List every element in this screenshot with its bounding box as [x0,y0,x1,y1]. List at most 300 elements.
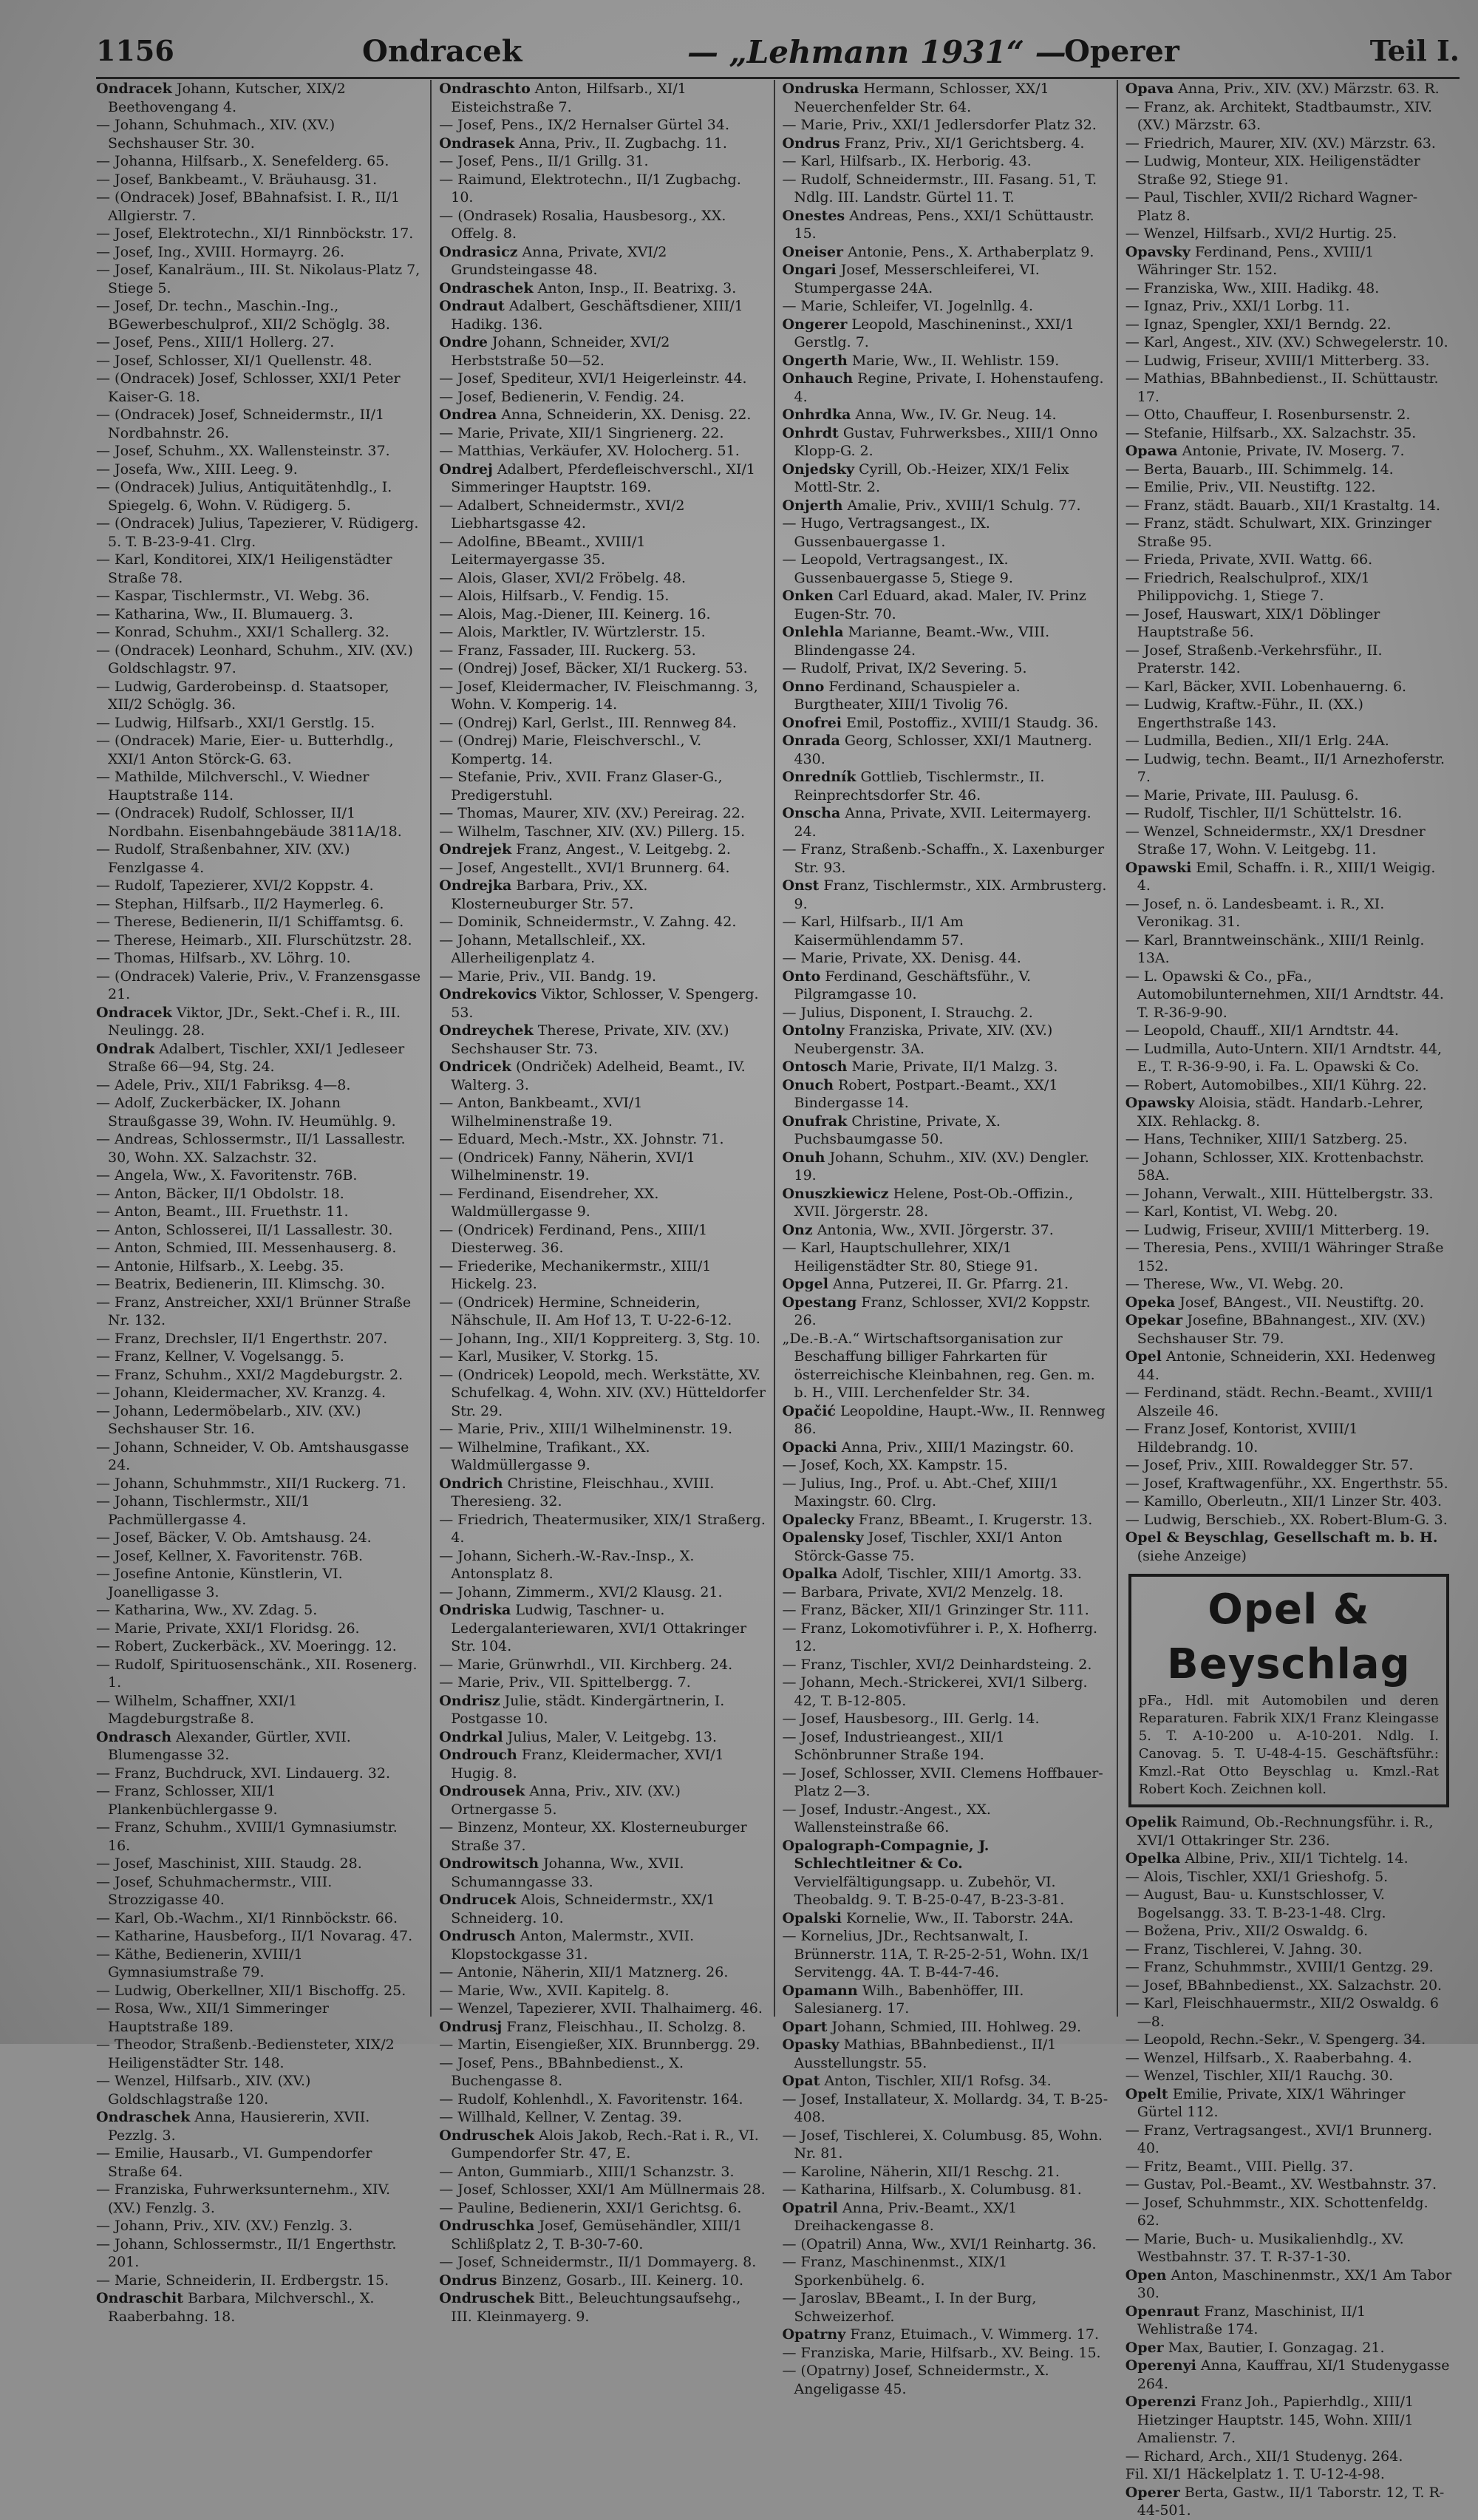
entry-details: — Johann, Kleidermacher, XV. Kranzg. 4. [96,1385,386,1401]
directory-entry [439,1257,766,1294]
directory-entry [96,152,423,171]
directory-entry [783,514,1109,551]
entry-details: — Karl, Kontist, VI. Webg. 20. [1125,1203,1338,1220]
entry-details: — Josef, Elektrotechn., XI/1 Rinnböckstr. 17. [96,225,414,242]
entry-details: — Rudolf, Straßenbahner, XIV. (XV.) Fenzlgasse 4. [96,841,350,876]
entry-details: — Wenzel, Schneidermstr., XX/1 Dresdner Straße 17, Wohn. V. Leitgebg. 11. [1125,823,1426,857]
directory-entry [783,352,1109,370]
directory-entry [96,189,423,225]
entry-surname: Open [1125,2266,1167,2283]
entry-details: — Josef, Industrieangest., XII/1 Schönbrunner Straße 194. [782,1728,1005,1763]
directory-entry [1125,1022,1452,1040]
entry-surname: Opawa [1125,443,1178,459]
entry-details: — Josef, Schuhmachermstr., VIII. Strozzigasse 40. [96,1873,333,1908]
entry-details: — Friedrich, Theatermusiker, XIX/1 Straßerg. 4. [439,1511,766,1546]
entry-details: — (Ondricek) Hermine, Schneiderin, Nähschule, II. Am Hof 13, T. U-22-6-12. [439,1294,732,1328]
directory-entry [783,207,1109,243]
directory-entry [783,497,1109,515]
directory-entry [439,1511,766,1547]
entry-surname: Ondraschek [439,279,534,296]
directory-entry [439,2199,766,2218]
entry-surname: Opawsky [1125,1095,1195,1111]
entry-details: — Marie, Priv., XXI/1 Jedlersdorfer Platz 32. [782,117,1097,133]
entry-details: — Ludwig, Berschieb., XX. Robert-Blum-G. 3. [1125,1511,1448,1528]
entry-details: — Therese, Bedienerin, II/1 Schiffamtsg. 6. [96,914,404,930]
entry-details: Carl Eduard, akad. Maler, IV. Prinz Eugen-Str. 70. [794,588,1086,622]
entry-details: — Marie, Schneiderin, II. Erdbergstr. 15. [96,2272,389,2289]
directory-entry [1125,189,1452,225]
entry-details: — Karoline, Näherin, XII/1 Reschg. 21. [782,2163,1060,2180]
directory-entry [439,587,766,605]
directory-entry [1125,1886,1452,1922]
directory-entry [1125,2158,1452,2176]
entry-details: — Wenzel, Tapezierer, XVII. Thalhaimerg. 46. [439,2000,763,2017]
entry-details: — Josef, Schlosser, XVII. Clemens Hoffbauer-Platz 2—3. [782,1765,1103,1799]
directory-entry [439,1583,766,1602]
entry-details: — Karl, Ob.-Wachm., XI/1 Rinnböckstr. 66. [96,1909,398,1926]
entry-surname: Ondrucek [439,1892,517,1908]
directory-entry [783,297,1109,316]
entry-details: Binzenz, Gosarb., III. Keinerg. 10. [501,2272,744,2289]
entry-details: — Franz, Maschinenmst., XIX/1 Sporkenbühelg. 6. [782,2254,1008,2289]
directory-entry [783,1294,1109,1330]
entry-surname: Ontosch [782,1059,848,1075]
directory-entry [1125,406,1452,424]
directory-entry [439,1728,766,1747]
directory-entry [439,406,766,424]
directory-entry [96,1565,423,1601]
entry-surname: Ondreychek [439,1022,534,1039]
entry-details: — Josef, Dr. techn., Maschin.-Ing., BGewerbeschulprof., XII/2 Schöglg. 38. [96,298,390,333]
directory-entry [783,732,1109,768]
entry-details: — L. Opawski & Co., pFa., Automobilunternehmen, XII/1 Arndtstr. 44. T. R-36-9-90. [1125,968,1444,1021]
entry-details: — Hans, Techniker, XIII/1 Satzberg. 25. [1125,1131,1408,1147]
directory-entry [783,1221,1109,1240]
directory-entry [1125,2339,1452,2357]
entry-surname: Onhrdka [782,407,851,423]
entry-details: Aloisia, städt. Handarb.-Lehrer, XIX. Rehlackg. 8. [1137,1095,1424,1130]
entry-surname: Opelka [1125,1850,1181,1867]
entry-details: — Ludwig, Friseur, XVIII/1 Mitterberg. 33. [1125,352,1430,369]
entry-surname: Ondrak [96,1040,155,1057]
entry-details: — Thomas, Maurer, XIV. (XV.) Pereirag. 22. [439,805,746,821]
entry-details: Josef, BAngest., VII. Neustiftg. 20. [1179,1294,1425,1311]
entry-details: — Anton, Gummiarb., XIII/1 Schanzstr. 3. [439,2163,735,2180]
entry-surname: Opavsky [1125,243,1191,260]
directory-entry [439,80,766,116]
directory-entry [1125,333,1452,352]
directory-entry [1125,1094,1452,1130]
entry-details: — Wilhelm, Schaffner, XXI/1 Magdeburgstraße 8. [96,1692,298,1727]
directory-entry [783,1185,1109,1221]
entry-details: — Franz, städt. Bauarb., XII/1 Krastaltg. 14. [1125,497,1441,514]
directory-entry [1125,1850,1452,1868]
directory-entry [1125,1456,1452,1475]
directory-entry [1125,1040,1452,1076]
entry-details: Anna, Schneiderin, XX. Denisg. 22. [501,407,752,423]
entry-details: — Josef, Tischlerei, X. Columbusg. 85, Wohn. Nr. 81. [782,2127,1103,2161]
directory-entry [1125,497,1452,515]
entry-details: — Käthe, Bedienerin, XVIII/1 Gymnasiumstraße 79. [96,1946,303,1980]
directory-entry [783,2344,1109,2363]
directory-entry [96,1094,423,1130]
directory-entry [783,316,1109,352]
directory-entry [439,1185,766,1221]
entry-details: — Adalbert, Schneidermstr., XVI/2 Liebhartsgasse 42. [439,497,685,531]
entry-details: Emil, Schaffn. i. R., XIII/1 Weigig. 4. [1137,859,1436,894]
entry-details: — Franz, Tischler, XVI/2 Deinhardsteing. 2. [782,1656,1092,1673]
entry-details: — Ludwig, Hilfsarb., XXI/1 Gerstlg. 15. [96,714,375,731]
directory-entry [783,1511,1109,1529]
directory-entry [439,1294,766,1330]
entry-details: — Josef, Pens., XIII/1 Hollerg. 27. [96,334,335,350]
directory-entry [1125,2266,1452,2303]
entry-details: — Richard, Arch., XII/1 Studenyg. 264. [1125,2448,1403,2465]
directory-entry [439,388,766,407]
directory-entry [96,1765,423,1783]
column-1 [96,80,430,2325]
entry-details: — Adele, Priv., XII/1 Fabriksg. 4—8. [96,1076,351,1093]
directory-entry [1125,605,1452,642]
directory-entry [96,1946,423,1982]
directory-entry [96,333,423,352]
entry-details: — Katharina, Hilfsarb., X. Columbusg. 81. [782,2181,1082,2198]
entry-surname: Ondricek [439,1059,511,1075]
directory-entry [783,1801,1109,1837]
entry-details: Hermann, Schlosser, XX/1 Neuerchenfelder Str. 64. [794,81,1049,115]
entry-details: Emil, Postoffiz., XVIII/1 Staudg. 36. [846,714,1099,731]
entry-details: Julius, Maler, V. Leitgebg. 13. [507,1728,717,1745]
directory-entry [783,2018,1109,2037]
entry-details: Franz, Fleischhau., II. Scholzg. 8. [506,2018,746,2035]
directory-entry [783,2091,1109,2127]
entry-details: Amalie, Priv., XVIII/1 Schulg. 77. [847,497,1081,514]
directory-entry [783,2253,1109,2289]
entry-details: — Friederike, Mechanikermstr., XIII/1 Hickelg. 23. [439,1257,712,1292]
entry-details: — (Ondrasek) Rosalia, Hausbesorg., XX. Offelg. 8. [439,207,726,242]
directory-entry [1125,1311,1452,1348]
directory-entry [439,1674,766,1692]
directory-entry [439,297,766,333]
directory-entry [1125,1922,1452,1940]
directory-entry [1125,678,1452,696]
entry-details: Andreas, Pens., XXI/1 Schüttaustr. 15. [794,207,1094,242]
entry-details: — Franz, Vertragsangest., XVI/1 Brunnerg. 40. [1125,2122,1433,2156]
entry-details: Berta, Gastw., II/1 Taborstr. 12, T. R-44-501. [1137,2484,1445,2519]
advertisement-box [1128,1574,1449,1807]
directory-entry [439,1330,766,1348]
entry-surname: Onhauch [782,370,854,387]
entry-details: — Rudolf, Spirituosenschänk., XII. Rosenerg. 1. [96,1656,418,1691]
entry-details: Raimund, Ob.-Rechnungsführ. i. R., XVI/1 Ottakringer Str. 236. [1137,1814,1434,1849]
directory-entry [439,1130,766,1149]
entry-details: — Anton, Schlosserei, II/1 Lassallestr. 30. [96,1221,393,1238]
entry-details: Johanna, Ww., XVII. Schumanngasse 33. [451,1855,684,1890]
directory-entry [1125,297,1452,316]
entry-details: — Marie, Private, XX. Denisg. 44. [782,950,1021,966]
directory-entry [96,1439,423,1475]
directory-entry [783,1402,1109,1439]
entry-details: — Ferdinand, städt. Rechn.-Beamt., XVIII/1 Alszeile 46. [1125,1385,1434,1419]
directory-entry [1125,2067,1452,2085]
directory-entry [439,1927,766,1963]
directory-entry [96,1076,423,1095]
directory-entry [96,1203,423,1221]
entry-details: — Franz, ak. Architekt, Stadtbaumstr., XIV. (XV.) Märzstr. 63. [1125,98,1432,133]
entry-details: — Julius, Ing., Prof. u. Abt.-Chef, XIII/1 Maxingstr. 60. Clrg. [782,1475,1059,1509]
entry-details: — Wenzel, Tischler, XII/1 Rauchg. 30. [1125,2068,1394,2084]
entry-surname: Operenzi [1125,2394,1196,2410]
entry-details: — (Opatrny) Josef, Schneidermstr., X. Angeligasse 45. [782,2363,1049,2397]
directory-entry [96,1620,423,1638]
directory-entry [783,1765,1109,1801]
directory-entry [439,678,766,714]
directory-entry [439,1348,766,1366]
directory-entry [1125,461,1452,479]
entry-details: Adalbert, Geschäftsdiener, XIII/1 Hadikg. 136. [451,298,743,333]
entry-details: Marie, Private, II/1 Malzg. 3. [851,1059,1058,1075]
entry-details: — Thomas, Hilfsarb., XV. Löhrg. 10. [96,950,351,966]
directory-entry [783,1601,1109,1620]
entry-details: — Stephan, Hilfsarb., II/2 Haymerleg. 6. [96,895,384,912]
entry-surname: Opart [782,2018,828,2035]
directory-entry [439,623,766,642]
directory-entry [96,1529,423,1547]
directory-entry [96,2181,423,2217]
entry-details: Barbara, Priv., XX. Klosterneuburger Str. 57. [451,877,648,912]
entry-details: Therese, Private, XIV. (XV.) Sechshauser Str. 73. [451,1022,729,1057]
directory-entry [96,1873,423,1909]
entry-details: — Johann, Ing., XII/1 Koppreiterg. 3, Stg. 10. [439,1330,760,1347]
entry-details: Fil. XI/1 Häckelplatz 1. T. U-12-4-98. [1125,2466,1385,2482]
entry-details: — Josef, Pens., BBahnbedienst., X. Buchengasse 8. [439,2054,684,2089]
directory-entry [1125,642,1452,678]
directory-entry [783,406,1109,424]
directory-entry [783,2199,1109,2235]
entry-details: — Rudolf, Privat, IX/2 Severing. 5. [782,660,1027,676]
directory-entry [96,605,423,624]
directory-entry [96,1927,423,1946]
directory-entry [1125,2357,1452,2393]
entry-details: Johann, Kutscher, XIX/2 Beethovengang 4. [108,81,346,115]
entry-details: — Adolfine, BBeamt., XVIII/1 Leitermayergasse 35. [439,533,646,568]
directory-entry [439,931,766,968]
entry-surname: Opalensky [782,1529,864,1546]
entry-details: Albine, Priv., XII/1 Tichtelg. 14. [1185,1850,1409,1867]
entry-details: — (Ondracek) Marie, Eier- u. Butterhdlg., XXI/1 Anton Störck-G. 63. [96,733,394,767]
directory-entry [783,1909,1109,1928]
entry-surname: Opestang [782,1294,857,1311]
directory-entry [439,840,766,859]
entry-details: — Anton, Beamt., III. Fruethstr. 11. [96,1203,349,1220]
entry-surname: Ongari [782,262,837,278]
directory-entry [96,2144,423,2181]
entry-details: — Eduard, Mech.-Mstr., XX. Johnstr. 71. [439,1131,724,1147]
directory-entry [439,1746,766,1782]
directory-entry [783,1710,1109,1728]
entry-surname: Ondrouch [439,1747,517,1763]
entry-details: — Stefanie, Priv., XVII. Franz Glaser-G., Predigerstuhl. [439,769,723,804]
entry-details: — Johann, Schneider, V. Ob. Amtshausgasse 24. [96,1439,409,1473]
directory-entry [439,1366,766,1421]
directory-entry [783,1149,1109,1185]
directory-entry [783,1456,1109,1475]
entry-details: Regine, Private, I. Hohenstaufeng. 4. [794,370,1104,405]
entry-details: — Marie, Priv., VII. Spittelbergg. 7. [439,1674,691,1691]
directory-entry [96,840,423,877]
entry-surname: Ondrejka [439,877,512,894]
entry-details: — Theresia, Pens., XVIII/1 Währinger Straße 152. [1125,1240,1444,1274]
entry-surname: Ondrusch [439,1928,516,1944]
entry-details: — Josef, Maschinist, XIII. Staudg. 28. [96,1855,362,1872]
entry-details: — Josef, Angestellt., XVI/1 Brunnerg. 64. [439,859,730,876]
directory-entry [783,2289,1109,2326]
entry-details: Franz, Schlosser, XVI/2 Koppstr. 26. [794,1294,1091,1328]
entry-details: Ludwig, Taschner- u. Ledergalanteriewaren, XVI/1 Ottakringer Str. 104. [451,1602,747,1654]
entry-details: — Josef, Bäcker, V. Ob. Amtshausg. 24. [96,1529,372,1546]
entry-details: — Ludwig, techn. Beamt., II/1 Arnezhoferstr. 7. [1125,750,1445,785]
entry-details: Alois Jakob, Rech.-Rat i. R., VI. Gumpendorfer Str. 47, E. [451,2127,759,2161]
directory-entry [439,1891,766,1927]
entry-surname: Ongerer [782,316,848,333]
directory-entry [96,1656,423,1692]
entry-details: — Gustav, Pol.-Beamt., XV. Westbahnstr. 37. [1125,2176,1437,2193]
entry-details: Anton, Tischler, XII/1 Rofsg. 34. [824,2073,1052,2089]
directory-entry [96,1475,423,1493]
directory-entry [96,2272,423,2290]
entry-details: — Kaspar, Tischlermstr., VI. Webg. 36. [96,588,370,604]
directory-entry [439,985,766,1022]
directory-entry [96,1130,423,1166]
directory-entry [439,207,766,243]
entry-details: — Karl, Branntweinschänk., XIII/1 Reinlg. 13A. [1125,931,1425,966]
entry-details: — (Ondracek) Rudolf, Schlosser, II/1 Nordbahn. Eisenbahngebäude 3811A/18. [96,805,402,840]
entry-details: — Ludwig, Garderobeinsp. d. Staatsoper, XII/2 Schöglg. 36. [96,678,389,713]
entry-details: — August, Bau- u. Kunstschlosser, V. Bogelsangg. 33. T. B-23-1-48. Clrg. [1125,1886,1386,1921]
entry-details: — Karl, Musiker, V. Storkg. 15. [439,1348,659,1365]
entry-details: — Johann, Schlossermstr., II/1 Engerthstr. 201. [96,2235,397,2270]
entry-details: — Katharina, Ww., XV. Zdag. 5. [96,1602,318,1618]
directory-entry [439,333,766,370]
entry-details: Josef, Tischler, XXI/1 Anton Störck-Gasse 75. [794,1529,1063,1564]
header-first-entry: Ondracek [362,34,522,69]
directory-entry [783,2235,1109,2254]
entry-surname: Ondrowitsch [439,1855,539,1872]
directory-entry [439,1982,766,2000]
directory-entry [96,1384,423,1402]
entry-details: — Johann, Priv., XIV. (XV.) Fenzlg. 3. [96,2218,353,2234]
directory-entry [783,1982,1109,2018]
entry-details: — Wilhelmine, Trafikant., XX. Waldmüllergasse 9. [439,1439,650,1473]
directory-entry [1125,732,1452,750]
directory-entry [1125,279,1452,298]
entry-details: — Friedrich, Maurer, XIV. (XV.) Märzstr. 63. [1125,135,1436,152]
directory-entry [96,804,423,840]
directory-entry [783,261,1109,297]
directory-entry [439,1656,766,1674]
entry-details: — Franz, Straßenb.-Schaffn., X. Laxenburger Str. 93. [782,841,1105,876]
entry-surname: Opatrny [782,2326,846,2343]
directory-entry [1125,243,1452,279]
directory-entry [1125,696,1452,732]
entry-surname: Opawski [1125,859,1192,876]
entry-details: Helene, Post-Ob.-Offizin., XVII. Jörgerstr. 28. [794,1185,1074,1220]
directory-entry [439,497,766,533]
directory-entry [439,424,766,443]
directory-entry [439,877,766,913]
directory-entry [439,442,766,461]
directory-entry [96,442,423,461]
directory-entry [439,569,766,588]
directory-entry [783,424,1109,461]
directory-entry [783,1004,1109,1022]
entry-details: — Božena, Priv., XII/2 Oswaldg. 6. [1125,1923,1369,1939]
directory-entry [783,1656,1109,1674]
directory-entry [1125,98,1452,135]
entry-details: — Paul, Tischler, XVII/2 Richard Wagner-Platz 8. [1125,189,1418,224]
directory-entry [96,1909,423,1928]
entry-details: — Johann, Schuhmmstr., XII/1 Ruckerg. 71. [96,1475,406,1492]
directory-entry [783,1529,1109,1565]
directory-entry [96,461,423,479]
entry-surname: Ontolny [782,1022,845,1039]
directory-entry [1125,1958,1452,1977]
entry-details: Alois, Schneidermstr., XX/1 Schneiderg. 10. [451,1892,715,1926]
directory-entry [1125,2393,1452,2448]
directory-entry [439,1420,766,1439]
directory-entry [783,1330,1109,1402]
entry-details: — Franz, Kellner, V. Vogelsangg. 5. [96,1348,344,1365]
directory-entry [439,461,766,497]
entry-details: — Josef, Bankbeamt., V. Bräuhausg. 31. [96,171,378,188]
directory-entry [783,1674,1109,1710]
entry-details: — Josef, n. ö. Landesbeamt. i. R., XI. Veronikag. 31. [1125,895,1385,930]
entry-details: — Josef, Priv., XIII. Rowaldegger Str. 57. [1125,1457,1414,1473]
directory-entry [439,2108,766,2127]
directory-entry [1125,1203,1452,1221]
entry-details: — Johann, Sicherh.-W.-Rav.-Insp., X. Antonsplatz 8. [439,1547,695,1582]
directory-entry [96,2235,423,2272]
entry-details: Josef, Messerschleiferei, VI. Stumpergasse 24A. [794,262,1040,296]
entry-details: Anna, Private, XVI/2 Grundsteingasse 48. [451,243,667,278]
entry-details: — Alois, Glaser, XVI/2 Fröbelg. 48. [439,569,687,586]
directory-entry [96,1547,423,1566]
directory-entry [439,2018,766,2037]
entry-details: — (Ondracek) Josef, BBahnafsist. I. R., II/1 Allgierstr. 7. [96,189,401,224]
directory-entry [1125,1384,1452,1420]
entry-surname: Opava [1125,81,1174,97]
directory-entry [1125,316,1452,334]
directory-entry [96,1855,423,1873]
entry-details: — (Ondrej) Marie, Fleischverschl., V. Kompertg. 14. [439,733,702,767]
directory-entry [439,2181,766,2199]
directory-entry [1125,1221,1452,1240]
entry-details: — Franz, Fassader, III. Ruckerg. 53. [439,642,696,659]
entry-details: — Franz, Bäcker, XII/1 Grinzinger Str. 111. [782,1602,1089,1618]
advertisement-title: Opel & Beyschlag [1167,1586,1411,1688]
entry-details: Franz, BBeamt., I. Krugerstr. 13. [858,1511,1093,1528]
directory-entry [96,2108,423,2144]
entry-surname: Ondracek [96,81,172,97]
entry-details: Ferdinand, Geschäftsführ., V. Pilgramgasse 10. [794,968,1031,1002]
entry-details: — Kornelius, JDr., Rechtsanwalt, I. Brünnerstr. 11A, T. R-25-2-51, Wohn. IX/1 Servitengg. 4A. T. B-44-7-46. [782,1928,1090,1980]
columns [96,80,1460,2519]
entry-details: Robert, Postpart.-Beamt., XX/1 Bindergasse 14. [794,1076,1058,1111]
entry-details: — Antonie, Hilfsarb., X. Leebg. 35. [96,1257,344,1274]
column-2 [430,80,773,2325]
entry-surname: Opalka [782,1566,838,1582]
entry-details: Josefine, BBahnangest., XIV. (XV.) Sechshauser Str. 79. [1137,1312,1426,1347]
